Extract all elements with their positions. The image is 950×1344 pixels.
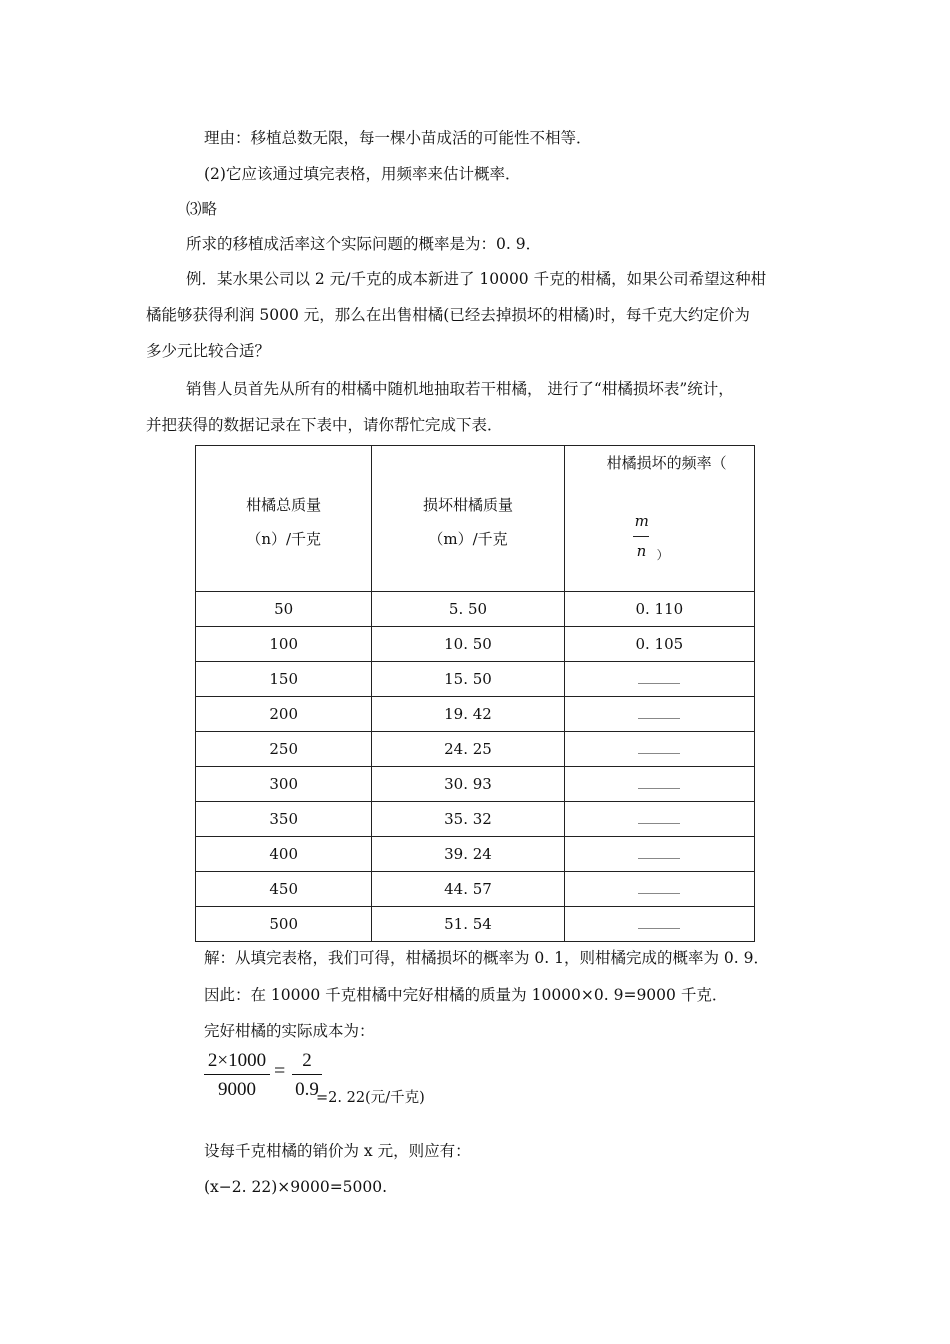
header-damaged-mass bbox=[372, 446, 564, 592]
cell-damaged-mass: 51. 54 bbox=[372, 907, 564, 942]
fraction-numerator: m bbox=[634, 512, 649, 530]
cell-damaged-mass: 24. 25 bbox=[372, 732, 564, 767]
reason-paragraph: 理由：移植总数无限，每一棵小苗成活的可能性不相等． bbox=[204, 129, 592, 147]
equation-equals: = bbox=[274, 1060, 286, 1082]
example-line-3: 多少元比较合适？ bbox=[146, 342, 271, 360]
table-row bbox=[196, 802, 755, 837]
table-header-row bbox=[196, 446, 755, 592]
table-row bbox=[196, 837, 755, 872]
table-row bbox=[196, 767, 755, 802]
header-close-paren: ） bbox=[656, 548, 669, 562]
cell-frequency: 0. 105 bbox=[564, 627, 754, 662]
answer-blank bbox=[638, 741, 680, 754]
cell-damaged-mass: 5. 50 bbox=[372, 592, 564, 627]
cell-total-mass: 250 bbox=[196, 732, 372, 767]
cell-frequency-blank bbox=[564, 662, 754, 697]
sampling-line-1: 销售人员首先从所有的柑橘中随机地抽取若干柑橘， 进行了“柑橘损坏表”统计， bbox=[186, 380, 734, 398]
fraction-denominator: n bbox=[636, 542, 647, 560]
equation-numerator-2: 2 bbox=[292, 1050, 322, 1075]
header-damaged-mass-label: 损坏柑橘质量 bbox=[422, 496, 513, 514]
equation-fraction-1 bbox=[204, 1050, 270, 1101]
cell-frequency-blank bbox=[564, 732, 754, 767]
table-row bbox=[196, 872, 755, 907]
header-total-mass-label: 柑橘总质量 bbox=[246, 496, 322, 514]
table-row bbox=[196, 907, 755, 942]
cell-total-mass: 150 bbox=[196, 662, 372, 697]
table-row bbox=[196, 697, 755, 732]
cell-total-mass: 400 bbox=[196, 837, 372, 872]
cell-damaged-mass: 19. 42 bbox=[372, 697, 564, 732]
cell-total-mass: 50 bbox=[196, 592, 372, 627]
cell-frequency: 0. 110 bbox=[564, 592, 754, 627]
orange-damage-table bbox=[195, 445, 755, 942]
equation-denominator-1: 9000 bbox=[218, 1079, 256, 1100]
step-3-paragraph: ⑶略 bbox=[186, 200, 218, 218]
header-total-mass-unit: （n）/千克 bbox=[246, 530, 322, 548]
cell-frequency-blank bbox=[564, 837, 754, 872]
cell-total-mass: 350 bbox=[196, 802, 372, 837]
answer-blank bbox=[638, 706, 680, 719]
example-line-1: 例．某水果公司以 2 元/千克的成本新进了 10000 千克的柑橘，如果公司希望这种柑 bbox=[186, 270, 767, 288]
cell-total-mass: 100 bbox=[196, 627, 372, 662]
cell-damaged-mass: 39. 24 bbox=[372, 837, 564, 872]
table-row bbox=[196, 592, 755, 627]
cell-damaged-mass: 35. 32 bbox=[372, 802, 564, 837]
equation-result: =2. 22(元/千克) bbox=[316, 1090, 425, 1106]
cell-total-mass: 500 bbox=[196, 907, 372, 942]
header-damaged-mass-unit: （m）/千克 bbox=[428, 530, 508, 548]
sampling-line-2: 并把获得的数据记录在下表中，请你帮忙完成下表． bbox=[146, 416, 503, 434]
fraction-bar bbox=[633, 536, 649, 537]
cell-total-mass: 300 bbox=[196, 767, 372, 802]
answer-blank bbox=[638, 916, 680, 929]
cell-frequency-blank bbox=[564, 907, 754, 942]
header-frequency-label: 柑橘损坏的频率（ bbox=[606, 454, 727, 472]
cell-frequency-blank bbox=[564, 697, 754, 732]
cell-damaged-mass: 30. 93 bbox=[372, 767, 564, 802]
cell-damaged-mass: 10. 50 bbox=[372, 627, 564, 662]
solution-line-1: 解：从填完表格，我们可得，柑橘损坏的概率为 0. 1，则柑橘完成的概率为 0. 9． bbox=[204, 949, 770, 967]
solution-line-3: 完好柑橘的实际成本为： bbox=[204, 1022, 375, 1040]
header-total-mass bbox=[196, 446, 372, 592]
example-line-2: 橘能够获得利润 5000 元，那么在出售柑橘(已经去掉损坏的柑橘)时，每千克大约定价为 bbox=[146, 306, 750, 324]
cell-damaged-mass: 15. 50 bbox=[372, 662, 564, 697]
cell-total-mass: 450 bbox=[196, 872, 372, 907]
answer-blank bbox=[638, 776, 680, 789]
header-damage-frequency bbox=[564, 446, 754, 592]
cell-total-mass: 200 bbox=[196, 697, 372, 732]
answer-blank bbox=[638, 846, 680, 859]
table-row bbox=[196, 627, 755, 662]
cell-damaged-mass: 44. 57 bbox=[372, 872, 564, 907]
equation-numerator-1: 2×1000 bbox=[204, 1050, 270, 1075]
cell-frequency-blank bbox=[564, 767, 754, 802]
step-2-paragraph: (2)它应该通过填完表格，用频率来估计概率． bbox=[204, 165, 521, 183]
answer-blank bbox=[638, 811, 680, 824]
cell-frequency-blank bbox=[564, 872, 754, 907]
answer-blank bbox=[638, 671, 680, 684]
solution-line-2: 因此：在 10000 千克柑橘中完好柑橘的质量为 10000×0. 9=9000 千克． bbox=[204, 986, 728, 1004]
solution-line-5: (x−2. 22)×9000=5000. bbox=[204, 1178, 388, 1196]
equation-denominator-2: 0.9 bbox=[295, 1079, 319, 1100]
table-row bbox=[196, 662, 755, 697]
solution-line-4: 设每千克柑橘的销价为 x 元，则应有： bbox=[204, 1142, 471, 1160]
answer-blank bbox=[638, 881, 680, 894]
cell-frequency-blank bbox=[564, 802, 754, 837]
table-row bbox=[196, 732, 755, 767]
survival-rate-paragraph: 所求的移植成活率这个实际问题的概率是为：0. 9． bbox=[186, 235, 542, 253]
